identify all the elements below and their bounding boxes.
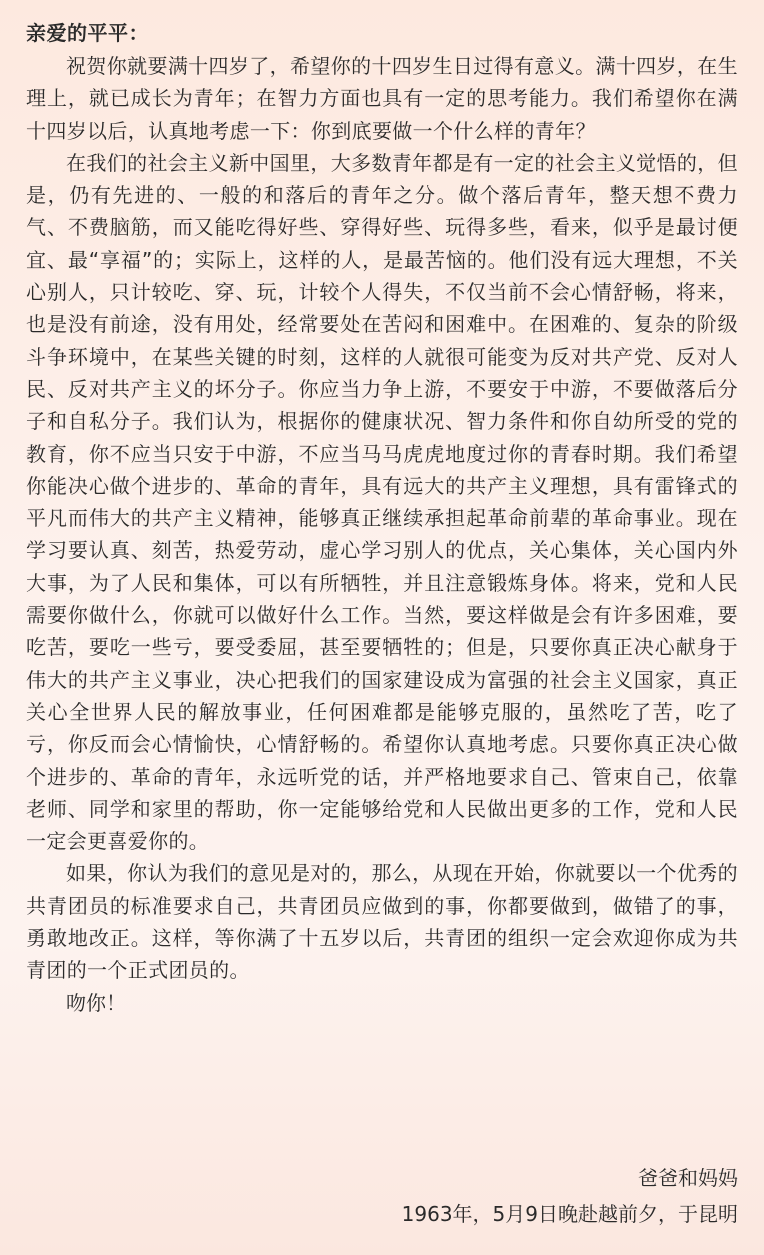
- signature: 爸爸和妈妈: [638, 1166, 738, 1190]
- paragraph-youth-league: 如果，你认为我们的意见是对的，那么，从现在开始，你就要以一个优秀的共青团员的标准要求自己，共青团员应做到的事，你都要做到，做错了的事，勇敢地改正。这样，等你满了十五岁以后，共青团的组织一定会欢迎你成为共青团的一个正式团员的。: [26, 861, 738, 983]
- closing: 吻你！: [66, 990, 126, 1015]
- date-line: 1963年，5月9日晚赴越前夕，于昆明: [401, 1202, 738, 1226]
- paragraph-advice: 在我们的社会主义新中国里，大多数青年都是有一定的社会主义觉悟的，但是，仍有先进的、一般的和落后的青年之分。做个落后青年，整天想不费力气、不费脑筋，而又能吃得好些、穿得好些、玩得多些，看来，似乎是最讨便宜、最“享福”的；实际上，这样的人，是最苦恼的。他们没有远大理想，不关心别人，只计较吃、穿、玩，计较个人得失，不仅当前不会心情舒畅，将来，也是没有前途，没有用处，经常要处在苦闷和困难中。在困难的、复杂的阶级斗争环境中，在某些关键的时刻，这样的人就很可能变为反对共产党、反对人民、反对共产主义的坏分子。你应当力争上游，不要安于中游，不要做落后分子和自私分子。我们认为，根据你的健康状况、智力条件和你自幼所受的党的教育，你不应当只安于中游，不应当马马虎虎地度过你的青春时期。我们希望你能决心做个进步的、革命的青年，具有远大的共产主义理想，具有雷锋式的平凡而伟大的共产主义精神，能够真正继续承担起革命前辈的革命事业。现在学习要认真、刻苦，热爱劳动，虚心学习别人的优点，关心集体，关心国内外大事，为了人民和集体，可以有所牺牲，并且注意锻炼身体。将来，党和人民需要你做什么，你就可以做好什么工作。当然，要这样做是会有许多困难，要吃苦，要吃一些亏，要受委屈，甚至要牺牲的；但是，只要你真正决心献身于伟大的共产主义事业，决心把我们的国家建设成为富强的社会主义国家，真正关心全世界人民的解放事业，任何困难都是能够克服的，虽然吃了苦，吃了亏，你反而会心情愉快，心情舒畅的。希望你认真地考虑。只要你真正决心做个进步的、革命的青年，永远听党的话，并严格地要求自己、管束自己，依靠老师、同学和家里的帮助，你一定能够给党和人民做出更多的工作，党和人民一定会更喜爱你的。: [26, 150, 738, 854]
- salutation: 亲爱的平平：: [26, 21, 149, 45]
- paragraph-birthday-wish: 祝贺你就要满十四岁了，希望你的十四岁生日过得有意义。满十四岁，在生理上，就已成长为青年；在智力方面也具有一定的思考能力。我们希望你在满十四岁以后，认真地考虑一下：你到底要做一个什么样的青年？: [26, 54, 738, 143]
